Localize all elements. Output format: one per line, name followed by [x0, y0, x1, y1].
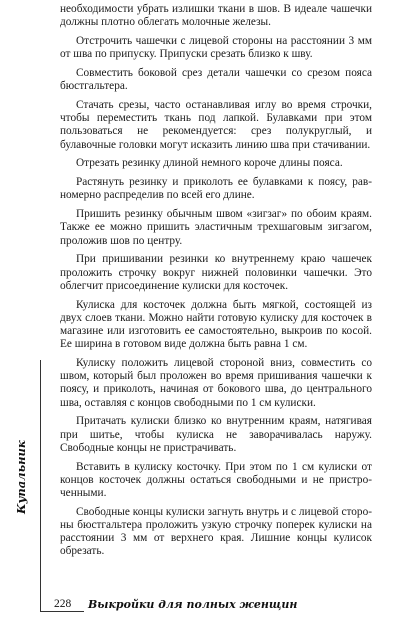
running-footer-title: Выкройки для полных женщин — [88, 598, 298, 611]
paragraph: При пришивании резинки ко внутреннему краю чашечек проложить строчку вокруг нижней половинки чашечки. Это облегчит присоединение кулиски для косточек. — [60, 253, 372, 292]
paragraph: Стачать срезы, часто останавливая иглу во время строчки, чтобы переместить ткань под лапкой. Булавками при этом пользоваться не рекомендуется: срез полукруглый, и булавочные головки могут исказить линию шва при стачивании. — [60, 99, 372, 151]
paragraph: Кулиску положить лицевой стороной вниз, совместить со швом, который был проложен во время пришивания чашечки к поясу, и приколоть, начиная от бокового шва, до центрального шва, оставляя с концов свободными по 1 см кулиски. — [60, 357, 372, 409]
paragraph: Отрезать резинку длиной немного короче длины пояса. — [76, 157, 343, 170]
paragraph: Свободные концы кулиски загнуть внутрь и с лицевой стороны бюстгальтера проложить узкую строчку поперек кулиски на расстоянии 3 мм от верхнего края. Лишние концы кулисок обрезать. — [60, 505, 372, 558]
paragraph: Отстрочить чашечки с лицевой стороны на расстоянии 3 мм от шва по припуску. Припуски срезать близко к шву. — [60, 35, 372, 61]
body-text — [60, 3, 372, 564]
margin-rule — [40, 360, 41, 612]
paragraph: Пришить резинку обычным швом «зигзаг» по обоим краям. Также ее можно пришить эластичным трехшаговым зигзагом, проложив шов по центру. — [60, 208, 372, 247]
paragraph: Растянуть резинку и приколоть ее булавками к поясу, равномерно распределив по всей его длине. — [60, 176, 372, 202]
page-number: 228 — [54, 598, 72, 610]
footer-rule — [40, 611, 84, 612]
paragraph: Кулиска для косточек должна быть мягкой, состоящей из двух слоев ткани. Можно найти готовую кулиску для косточек в магазине или изготовить ее самостоятельно, выкроив по косой. Ее ширина в готовом виде должна быть равна 1 см. — [60, 298, 372, 351]
paragraph: Вставить в кулиску косточку. При этом по 1 см кулиски от концов косточек должны остаться свободными и не пристроченными. — [60, 460, 372, 500]
paragraph: Притачать кулиски близко ко внутренним краям, натягивая при шитье, чтобы кулиска не заворачивалась наружу. Свободные концы не пристрачивать. — [60, 415, 372, 454]
paragraph: Совместить боковой срез детали чашечки со срезом пояса бюстгальтера. — [60, 67, 372, 93]
chapter-side-label: Купальник — [14, 440, 28, 514]
paragraph: необходимости убрать излишки ткани в шов. В идеале чашечки должны плотно облегать молочные железы. — [60, 3, 372, 29]
